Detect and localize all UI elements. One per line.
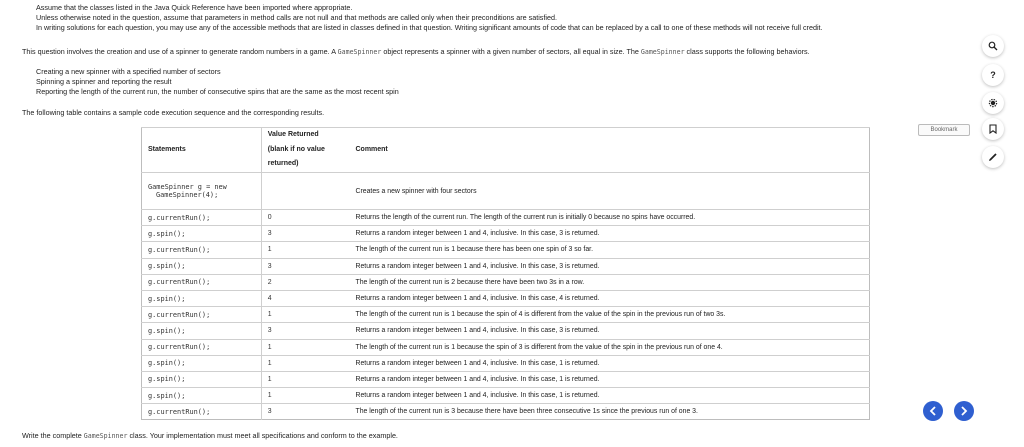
statement-cell: g.spin();	[142, 226, 262, 242]
value-cell: 4	[261, 290, 349, 306]
comment-cell: Returns a random integer between 1 and 4, inclusive. In this case, 3 is returned.	[349, 226, 869, 242]
value-cell: 1	[261, 355, 349, 371]
statement-cell: g.spin();	[142, 323, 262, 339]
table-row	[142, 242, 870, 258]
table-row	[142, 226, 870, 242]
value-cell: 1	[261, 242, 349, 258]
table-row	[142, 258, 870, 274]
statement-cell: g.spin();	[142, 258, 262, 274]
statement-cell: g.currentRun();	[142, 307, 262, 323]
table-row	[142, 290, 870, 306]
table-intro: The following table contains a sample code execution sequence and the corresponding results.	[22, 108, 325, 117]
header-value-line: (blank if no value	[267, 145, 325, 153]
note-item: • Unless otherwise noted in the question, assume that parameters in method calls are not null and that methods are called only when their preconditions are satisfied.	[36, 13, 960, 23]
note-item: • Assume that the classes listed in the Java Quick Reference have been imported where appropriate.	[36, 3, 960, 13]
previous-button[interactable]	[923, 401, 943, 421]
help-icon: ?	[990, 70, 996, 80]
bookmark-button[interactable]	[982, 118, 1004, 140]
table-row	[142, 323, 870, 339]
value-cell: 1	[261, 371, 349, 387]
settings-button[interactable]	[982, 92, 1004, 114]
table-row	[142, 274, 870, 290]
comment-cell: Creates a new spinner with four sectors	[349, 173, 869, 210]
class-name-code: GameSpinner	[640, 48, 685, 56]
table-row	[142, 307, 870, 323]
statement-cell: g.currentRun();	[142, 274, 262, 290]
bookmark-label: Bookmark	[918, 124, 970, 136]
header-statements: Statements	[142, 128, 262, 173]
class-name-code: GameSpinner	[337, 48, 382, 56]
behavior-item: • Reporting the length of the current run, the number of consecutive spins that are the same as the most recent spin	[36, 87, 960, 97]
statement-cell	[142, 173, 262, 210]
general-notes	[0, 3, 960, 33]
statement-cell: g.spin();	[142, 388, 262, 404]
table-header-row	[142, 128, 870, 173]
comment-cell: The length of the current run is 1 because there has been one spin of 3 so far.	[349, 242, 869, 258]
comment-cell: Returns the length of the current run. The length of the current run is initially 0 because no spins have occurred.	[349, 210, 869, 226]
statement-line: GameSpinner g = new	[148, 183, 227, 191]
comment-cell: The length of the current run is 1 because the spin of 4 is different from the value of the spin in the previous run of two 3s.	[349, 307, 869, 323]
value-cell: 0	[261, 210, 349, 226]
chevron-right-icon	[960, 406, 968, 416]
value-cell	[261, 173, 349, 210]
value-cell: 3	[261, 404, 349, 420]
table-row	[142, 355, 870, 371]
value-cell: 1	[261, 339, 349, 355]
table-row	[142, 371, 870, 387]
intro-text: This question involves the creation and use of a spinner to generate random numbers in a game. A	[22, 47, 338, 56]
comment-cell: Returns a random integer between 1 and 4, inclusive. In this case, 1 is returned.	[349, 355, 869, 371]
intro-text: class supports the following behaviors.	[684, 47, 810, 56]
comment-cell: The length of the current run is 2 because there have been two 3s in a row.	[349, 274, 869, 290]
bookmark-icon	[989, 124, 997, 134]
value-cell: 1	[261, 388, 349, 404]
note-item: • In writing solutions for each question, you may use any of the accessible methods that are listed in classes defined in that question. Writing significant amounts of code that can be replaced by a call to one of these methods will not receive full credit.	[36, 23, 960, 33]
value-cell: 2	[261, 274, 349, 290]
next-button[interactable]	[954, 401, 974, 421]
table-row	[142, 404, 870, 420]
pencil-icon	[988, 152, 998, 162]
value-cell: 3	[261, 258, 349, 274]
zoom-button[interactable]	[982, 35, 1004, 57]
zoom-icon	[988, 41, 998, 51]
comment-cell: The length of the current run is 3 because there have been three consecutive 1s since the previous run of one 3.	[349, 404, 869, 420]
comment-cell: Returns a random integer between 1 and 4, inclusive. In this case, 3 is returned.	[349, 258, 869, 274]
comment-cell: Returns a random integer between 1 and 4, inclusive. In this case, 1 is returned.	[349, 371, 869, 387]
statement-cell: g.currentRun();	[142, 404, 262, 420]
statement-cell: g.spin();	[142, 371, 262, 387]
pencil-button[interactable]	[982, 146, 1004, 168]
behavior-list	[0, 67, 960, 97]
help-button[interactable]	[982, 64, 1004, 86]
behavior-item: • Creating a new spinner with a specified number of sectors	[36, 67, 960, 77]
header-value-line: returned)	[267, 160, 299, 168]
table-row	[142, 388, 870, 404]
gear-icon	[988, 98, 998, 108]
comment-cell: Returns a random integer between 1 and 4, inclusive. In this case, 3 is returned.	[349, 323, 869, 339]
comment-cell: Returns a random integer between 1 and 4, inclusive. In this case, 1 is returned.	[349, 388, 869, 404]
sample-execution-table	[141, 127, 870, 420]
chevron-left-icon	[929, 406, 937, 416]
table-row	[142, 173, 870, 210]
comment-cell: Returns a random integer between 1 and 4, inclusive. In this case, 4 is returned.	[349, 290, 869, 306]
header-value-line: Value Returned	[267, 131, 319, 139]
statement-cell: g.spin();	[142, 290, 262, 306]
header-comment: Comment	[349, 128, 869, 173]
table-row	[142, 339, 870, 355]
statement-cell: g.currentRun();	[142, 210, 262, 226]
instructions	[22, 431, 398, 440]
footer-text: Write the complete	[22, 431, 84, 440]
table-row	[142, 210, 870, 226]
behavior-item: • Spinning a spinner and reporting the result	[36, 77, 960, 87]
class-name-code: GameSpinner	[83, 432, 128, 440]
intro-paragraph	[22, 47, 810, 57]
value-cell: 1	[261, 307, 349, 323]
intro-text: object represents a spinner with a given number of sectors, all equal in size. The	[381, 47, 641, 56]
footer-text: class. Your implementation must meet all specifications and conform to the example.	[127, 431, 398, 440]
statement-line: GameSpinner(4);	[156, 191, 219, 199]
statement-cell: g.currentRun();	[142, 242, 262, 258]
statement-cell: g.spin();	[142, 355, 262, 371]
statement-cell: g.currentRun();	[142, 339, 262, 355]
comment-cell: The length of the current run is 1 because the spin of 3 is different from the value of the spin in the previous run of one 4.	[349, 339, 869, 355]
value-cell: 3	[261, 226, 349, 242]
value-cell: 3	[261, 323, 349, 339]
header-value-returned	[261, 128, 349, 173]
